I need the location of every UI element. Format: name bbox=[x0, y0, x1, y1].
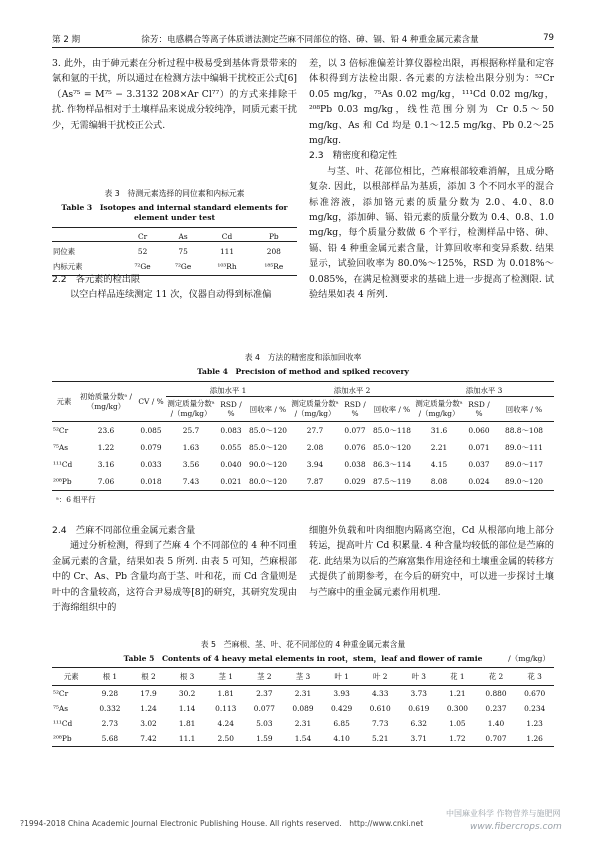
table-5-header-cell: 叶 1 bbox=[334, 672, 349, 681]
table-cell: 27.7 bbox=[306, 426, 324, 435]
table-cell: 3.02 bbox=[140, 719, 157, 728]
table-cell: 0.332 bbox=[99, 704, 121, 713]
table-5-header-cell: 根 1 bbox=[102, 672, 118, 681]
table-cell: 7.87 bbox=[306, 477, 324, 486]
table-3-header-cell bbox=[52, 228, 122, 242]
table-cell: 0.085 bbox=[140, 426, 162, 435]
table-5-caption-zh: 表 5 苎麻根、茎、叶、花不同部位的 4 种重金属元素含量 bbox=[200, 640, 406, 649]
table-4-sub-recovery: 回收率 / % bbox=[373, 404, 411, 414]
table-cell: 1.22 bbox=[97, 443, 115, 452]
table-cell: 1.40 bbox=[487, 719, 505, 728]
table-cell: 0.237 bbox=[485, 704, 507, 713]
section-2-4-text-left: 通过分析检测，得到了苎麻 4 个不同部位的 4 种不同重金属元素的含量，结果如表 5 所列. 由表 5 可知，苎麻根部中的 Cr、As、Pb 含量均高于茎、叶和花，而 Cd 含量则是叶中的含量较高，这符合尹易成等[8]的研究，其研究发现由于海绵组织中的 bbox=[52, 540, 297, 614]
table-cell: 1.72 bbox=[449, 734, 466, 743]
table-3-caption-zh: 表 3 待测元素选择的同位素和内标元素 bbox=[104, 189, 245, 198]
table-cell: 2.73 bbox=[101, 719, 119, 728]
table-4-sub-rsd: RSD / % bbox=[220, 400, 242, 418]
table-4-sub-mass: 测定质量分数ᵃ /（mg/kg） bbox=[167, 399, 215, 418]
table-4-caption-en: Table 4 Precision of method and spiked recovery bbox=[197, 367, 409, 376]
table-3-header-cell: As bbox=[178, 232, 188, 241]
table-5-caption-en: Table 5 Contents of 4 heavy metal elements in root，stem，leaf and flower of ramie bbox=[123, 654, 483, 663]
paragraph-detection-limits: 差，以 3 倍标准偏差计算仪器检出限，再根据称样量和定容体积得到方法检出限. 各元素的方法检出限分别为：⁵²Cr 0.05 mg/kg，⁷⁵As 0.02 mg/kg，¹¹¹Cd 0.02 mg/kg，²⁰⁸Pb 0.03 mg/kg，线性范围分别为 Cr 0.5～50 mg/kg、As 和 Cd 均是 0.1～12.5 mg/kg、Pb 0.2～25 mg/kg. bbox=[309, 58, 554, 147]
table-cell: 6.85 bbox=[333, 719, 350, 728]
table-cell: 52 bbox=[137, 247, 148, 256]
table-cell: 3.73 bbox=[410, 689, 428, 698]
table-cell: 85.0～118 bbox=[373, 426, 411, 435]
table-5-caption-line bbox=[52, 653, 554, 664]
table-row bbox=[52, 731, 554, 747]
table-row bbox=[52, 422, 554, 440]
table-cell: 2.50 bbox=[217, 734, 234, 743]
table-cell: 0.077 bbox=[344, 426, 366, 435]
table-row bbox=[52, 716, 554, 731]
paragraph-interference: 3. 此外，由于砷元素在分析过程中极易受到基体背景带来的氯和氩的干扰，所以通过在检测方法中编辑干扰校正公式[6]（As⁷⁵ = M⁷⁵ − 3.3132 208×Ar Cl⁷⁷）的方式来排除干扰. 作物样品相对于土壤样品来说成分较纯净，同质元素干扰少，无需编辑干扰校正公式. bbox=[52, 58, 297, 131]
table-cell: 2.21 bbox=[430, 443, 448, 452]
table-row bbox=[52, 686, 554, 702]
table-cell: 3.16 bbox=[97, 460, 115, 469]
table-cell: 0.707 bbox=[485, 734, 507, 743]
table-5-header-cell: 元素 bbox=[63, 672, 79, 681]
table-3-grid bbox=[52, 227, 297, 276]
table-cell: ¹⁸⁵Re bbox=[264, 261, 284, 271]
watermark-text: 中国麻业科学 作物营养与施肥网 bbox=[446, 809, 561, 818]
table-4-head-cv: CV / % bbox=[138, 397, 164, 406]
table-5-header-cell: 叶 2 bbox=[372, 672, 388, 681]
table-cell: 6.32 bbox=[410, 719, 428, 728]
table-cell: 4.10 bbox=[333, 734, 350, 743]
table-cell: 88.8～108 bbox=[505, 426, 543, 435]
table-cell: 7.06 bbox=[97, 477, 115, 486]
table-5-header-row bbox=[52, 668, 554, 686]
table-cell: 0.071 bbox=[468, 443, 490, 452]
table-cell: 4.15 bbox=[430, 460, 448, 469]
table-cell: 75 bbox=[178, 247, 188, 256]
page-number: 79 bbox=[543, 33, 554, 43]
table-cell: 3.94 bbox=[306, 460, 324, 469]
table-cell: 89.0～111 bbox=[505, 443, 543, 452]
table-cell: 208 bbox=[266, 247, 281, 256]
table-cell: 8.08 bbox=[430, 477, 448, 486]
table-row bbox=[52, 473, 554, 491]
right-column bbox=[309, 56, 554, 303]
table-3-header-cell: Cd bbox=[221, 232, 233, 241]
table-cell: 同位素 bbox=[53, 247, 76, 256]
table-cell: 0.670 bbox=[524, 689, 546, 698]
section-2-4-right bbox=[309, 523, 554, 600]
table-4-sub-mass: 测定质量分数ᵃ /（mg/kg） bbox=[291, 399, 339, 418]
table-cell: 1.54 bbox=[294, 734, 312, 743]
table-4-header-row bbox=[52, 382, 554, 397]
table-cell: 89.0～120 bbox=[505, 477, 543, 486]
table-cell: 0.089 bbox=[292, 704, 314, 713]
table-cell: 5.68 bbox=[101, 734, 119, 743]
table-4-level-1: 添加水平 1 bbox=[166, 382, 290, 397]
table-cell: 0.037 bbox=[468, 460, 490, 469]
table-4-level-2: 添加水平 2 bbox=[290, 382, 414, 397]
table-cell: 0.429 bbox=[330, 704, 353, 713]
table-cell: 0.018 bbox=[140, 477, 162, 486]
section-2-4-text-right: 细胞外负载和叶肉细胞内隔离空泡，Cd 从根部向地上部分转运，提高叶片 Cd 积累量. 4 种含量均较低的部位是苎麻的花. 此结果为以后的苎麻富集作用途径和土壤重金属的转移方式提供了前期参考，在今后的研究中，可以进一步探讨土壤与苎麻中的重金属元素作用机理. bbox=[309, 525, 554, 598]
table-cell: 111 bbox=[219, 247, 235, 256]
table-4-grid bbox=[52, 381, 554, 491]
table-5-header-cell: 叶 3 bbox=[411, 672, 427, 681]
table-row bbox=[52, 242, 297, 258]
table-5 bbox=[52, 639, 554, 747]
table-cell: 1.63 bbox=[182, 443, 200, 452]
table-cell: ⁷⁵As bbox=[53, 704, 69, 713]
table-5-header-cell: 花 1 bbox=[450, 672, 465, 681]
table-cell: 1.81 bbox=[217, 689, 234, 698]
table-cell: 11.1 bbox=[178, 734, 196, 743]
table-cell: 25.7 bbox=[182, 426, 200, 435]
table-cell: ¹¹¹Cd bbox=[53, 719, 73, 728]
table-4-caption-zh: 表 4 方法的精密度和添加回收率 bbox=[244, 353, 362, 362]
table-cell: ⁵²Cr bbox=[53, 689, 69, 698]
table-cell: 31.6 bbox=[430, 426, 448, 435]
table-4-level-3: 添加水平 3 bbox=[414, 382, 554, 397]
table-cell: 5.03 bbox=[256, 719, 273, 728]
table-cell: 3.71 bbox=[410, 734, 428, 743]
table-5-header-cell: 茎 2 bbox=[257, 672, 272, 681]
section-2-4-title: 2.4 苎麻不同部位重金属元素含量 bbox=[52, 525, 196, 536]
table-cell: 0.077 bbox=[253, 704, 275, 713]
table-cell: ⁵²Cr bbox=[53, 426, 69, 435]
table-cell: ⁷⁵As bbox=[53, 443, 69, 452]
table-row bbox=[52, 439, 554, 456]
table-cell: 7.42 bbox=[140, 734, 157, 743]
table-cell: 0.055 bbox=[220, 443, 242, 452]
table-5-grid bbox=[52, 667, 554, 747]
table-4 bbox=[52, 352, 554, 505]
table-cell: 0.076 bbox=[344, 443, 366, 452]
section-2-2-title: 2.2 各元素的检出限 bbox=[52, 274, 141, 285]
section-2-2 bbox=[52, 272, 297, 303]
table-cell: 3.93 bbox=[333, 689, 350, 698]
table-cell: 1.59 bbox=[256, 734, 273, 743]
table-cell: 0.300 bbox=[446, 704, 468, 713]
table-cell: 2.08 bbox=[306, 443, 324, 452]
table-4-body bbox=[52, 422, 554, 491]
table-cell: 89.0～117 bbox=[505, 460, 543, 469]
table-cell: 1.14 bbox=[178, 704, 196, 713]
table-cell: 0.033 bbox=[140, 460, 162, 469]
table-cell: 3.56 bbox=[182, 460, 200, 469]
table-cell: 内标元素 bbox=[53, 262, 83, 271]
table-cell: 17.9 bbox=[140, 689, 157, 698]
table-4-head-element: 元素 bbox=[56, 397, 72, 406]
table-3-header-cell: Pb bbox=[268, 232, 279, 241]
table-cell: 0.060 bbox=[468, 426, 490, 435]
table-3 bbox=[52, 188, 297, 276]
table-cell: 0.610 bbox=[369, 704, 391, 713]
table-cell: 23.6 bbox=[97, 426, 115, 435]
section-2-3-text: 与茎、叶、花部位相比，苎麻根部较难消解，且成分略复杂. 因此，以根部样品为基质，添加 3 个不同水平的混合标准溶液，添加铬元素的质量分数为 2.0、4.0、8.0 mg/kg，添加砷、镉、铅元素的质量分数为 0.4、0.8、1.0 mg/kg，每个质量分数做 6 个平行，检测样品中铬、砷、镉、铅 4 种重金属元素含量，计算回收率和变异系数. 结果显示，试验回收率为 80.0%～125%，RSD 为 0.018%～0.085%，在满足检测要求的基础上进一步提高了检测限. 试验结果如表 4 所列. bbox=[309, 165, 554, 301]
table-cell: 2.37 bbox=[256, 689, 273, 698]
table-5-header-cell: 花 2 bbox=[488, 672, 504, 681]
table-3-caption-en: Table 3 Isotopes and internal standard elements for element under test bbox=[61, 203, 288, 222]
table-4-sub-rsd: RSD / % bbox=[344, 400, 366, 418]
table-5-header-cell: 根 2 bbox=[141, 672, 156, 681]
table-cell: 5.21 bbox=[371, 734, 389, 743]
table-cell: 85.0～120 bbox=[249, 426, 287, 435]
left-column-intro bbox=[52, 56, 297, 133]
table-cell: ¹¹¹Cd bbox=[53, 460, 73, 469]
table-5-header-cell: 花 3 bbox=[527, 672, 542, 681]
table-4-sub-recovery: 回收率 / % bbox=[249, 404, 287, 414]
table-cell: 85.0～120 bbox=[373, 443, 411, 452]
table-cell: ²⁰⁸Pb bbox=[53, 477, 72, 486]
table-cell: 86.3～114 bbox=[373, 460, 411, 469]
table-cell: 30.2 bbox=[178, 689, 196, 698]
table-3-header-row bbox=[52, 228, 297, 242]
table-cell: 1.23 bbox=[526, 719, 543, 728]
section-2-3-title: 2.3 精密度和稳定性 bbox=[309, 150, 398, 162]
table-cell: 87.5～119 bbox=[373, 477, 411, 486]
table-5-unit: /（mg/kg） bbox=[508, 654, 550, 663]
table-4-sub-rsd: RSD / % bbox=[468, 400, 490, 418]
table-4-sub-recovery: 回收率 / % bbox=[505, 404, 543, 414]
table-cell: 4.33 bbox=[371, 689, 389, 698]
table-row bbox=[52, 701, 554, 716]
table-5-header-cell: 根 3 bbox=[179, 672, 195, 681]
table-4-head-initial: 初始质量分数ᵃ /（mg/kg） bbox=[79, 391, 133, 411]
table-cell: 0.113 bbox=[215, 704, 237, 713]
table-cell: 0.029 bbox=[344, 477, 366, 486]
table-cell: ²⁰⁸Pb bbox=[53, 734, 72, 743]
table-cell: 0.234 bbox=[524, 704, 546, 713]
header-rule bbox=[52, 47, 554, 48]
table-cell: 2.31 bbox=[294, 719, 312, 728]
table-cell: 80.0～120 bbox=[249, 477, 287, 486]
watermark-url: www.fibercrops.com bbox=[470, 822, 562, 832]
table-cell: 0.619 bbox=[408, 704, 430, 713]
table-cell: 7.73 bbox=[371, 719, 389, 728]
table-cell: 1.81 bbox=[178, 719, 196, 728]
copyright-footer: ?1994-2018 China Academic Journal Electronic Publishing House. All rights reserved. http://www.cnki.net bbox=[20, 819, 424, 828]
running-title: 徐芳：电感耦合等离子体质谱法测定苎麻不同部位的铬、砷、镉、铅 4 种重金属元素含量 bbox=[141, 35, 479, 45]
table-cell: 0.021 bbox=[220, 477, 242, 486]
section-2-4-left bbox=[52, 523, 297, 615]
table-cell: 7.43 bbox=[182, 477, 200, 486]
table-row bbox=[52, 456, 554, 473]
table-3-header-cell: Cr bbox=[137, 232, 148, 241]
table-cell: ¹⁰³Rh bbox=[217, 261, 237, 271]
table-5-body bbox=[52, 686, 554, 747]
table-cell: 0.024 bbox=[468, 477, 490, 486]
table-5-header-cell: 茎 1 bbox=[218, 672, 233, 681]
section-2-2-text: 以空白样品连续测定 11 次，仪器自动得到标准偏 bbox=[70, 289, 272, 301]
table-cell: 0.038 bbox=[344, 460, 366, 469]
table-4-note: ᵃ：6 组平行 bbox=[56, 495, 96, 504]
table-cell: 2.31 bbox=[294, 689, 312, 698]
issue-label: 第 2 期 bbox=[52, 35, 81, 45]
table-cell: 85.0～120 bbox=[249, 443, 287, 452]
table-cell: 90.0～120 bbox=[249, 460, 287, 469]
table-cell: 9.28 bbox=[101, 689, 119, 698]
table-cell: ⁷²Ge bbox=[175, 261, 192, 271]
table-cell: 1.21 bbox=[449, 689, 466, 698]
table-cell: 1.26 bbox=[526, 734, 543, 743]
table-cell: 0.040 bbox=[220, 460, 242, 469]
table-cell: 0.880 bbox=[485, 689, 507, 698]
table-cell: ⁷²Ge bbox=[134, 261, 151, 271]
table-cell: 1.24 bbox=[140, 704, 157, 713]
table-5-header-cell: 茎 3 bbox=[295, 672, 311, 681]
table-cell: 0.079 bbox=[140, 443, 162, 452]
table-cell: 0.083 bbox=[220, 426, 242, 435]
table-cell: 1.05 bbox=[449, 719, 466, 728]
table-cell: 4.24 bbox=[217, 719, 234, 728]
table-4-sub-mass: 测定质量分数ᵃ /（mg/kg） bbox=[415, 399, 463, 418]
